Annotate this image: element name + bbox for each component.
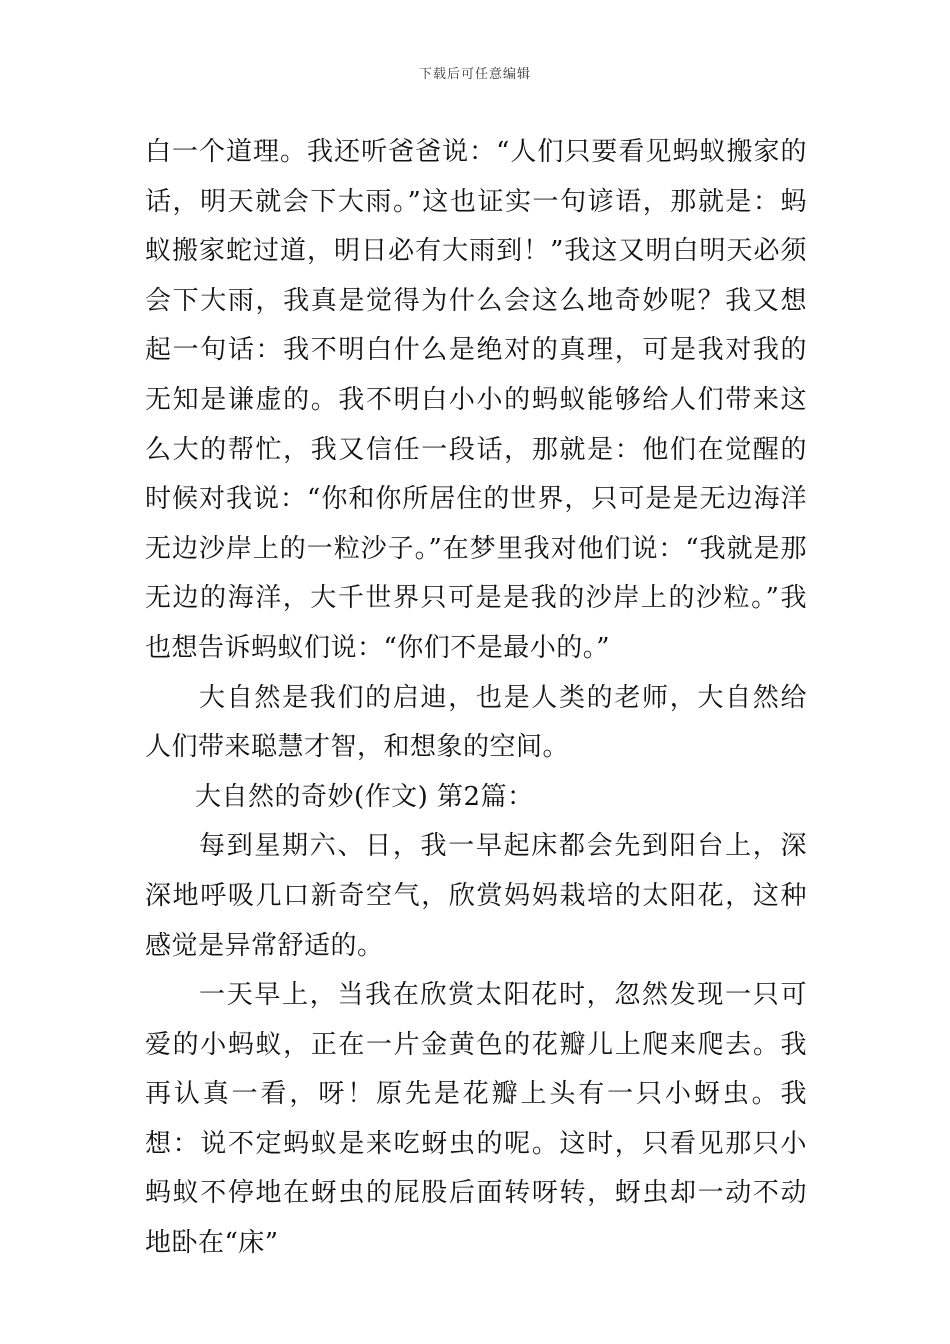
document-body (145, 128, 807, 1269)
page-header: 下载后可任意编辑 (418, 67, 531, 82)
paragraph-2: 大自然是我们的启迪，也是人类的老师，大自然给人们带来聪慧才智，和想象的空间。 (145, 682, 807, 763)
paragraph-3: 每到星期六、日，我一早起床都会先到阳台上，深深地呼吸几口新奇空气，欣赏妈妈栽培的太阳花，这种感觉是异常舒适的。 (145, 831, 807, 961)
section-heading: 大自然的奇妙(作文) 第2篇： (195, 781, 534, 812)
paragraph-4: 一天早上，当我在欣赏太阳花时，忽然发现一只可爱的小蚂蚁，正在一片金黄色的花瓣儿上爬来爬去。我再认真一看，呀！原先是花瓣上头有一只小蚜虫。我想：说不定蚂蚁是来吃蚜虫的呢。这时，只看见那只小蚂蚁不停地在蚜虫的屁股后面转呀转，蚜虫却一动不动地卧在“床” (145, 980, 807, 1259)
paragraph-1: 白一个道理。我还听爸爸说：“人们只要看见蚂蚁搬家的话，明天就会下大雨。”这也证实一句谚语，那就是：蚂蚁搬家蛇过道，明日必有大雨到！”我这又明白明天必须会下大雨，我真是觉得为什么会这么地奇妙呢？我又想起一句话：我不明白什么是绝对的真理，可是我对我的无知是谦虚的。我不明白小小的蚂蚁能够给人们带来这么大的帮忙，我又信任一段话，那就是：他们在觉醒的时候对我说：“你和你所居住的世界，只可是是无边海洋无边沙岸上的一粒沙子。”在梦里我对他们说：“我就是那无边的海洋，大千世界只可是是我的沙岸上的沙粒。”我也想告诉蚂蚁们说：“你们不是最小的。” (145, 137, 807, 663)
